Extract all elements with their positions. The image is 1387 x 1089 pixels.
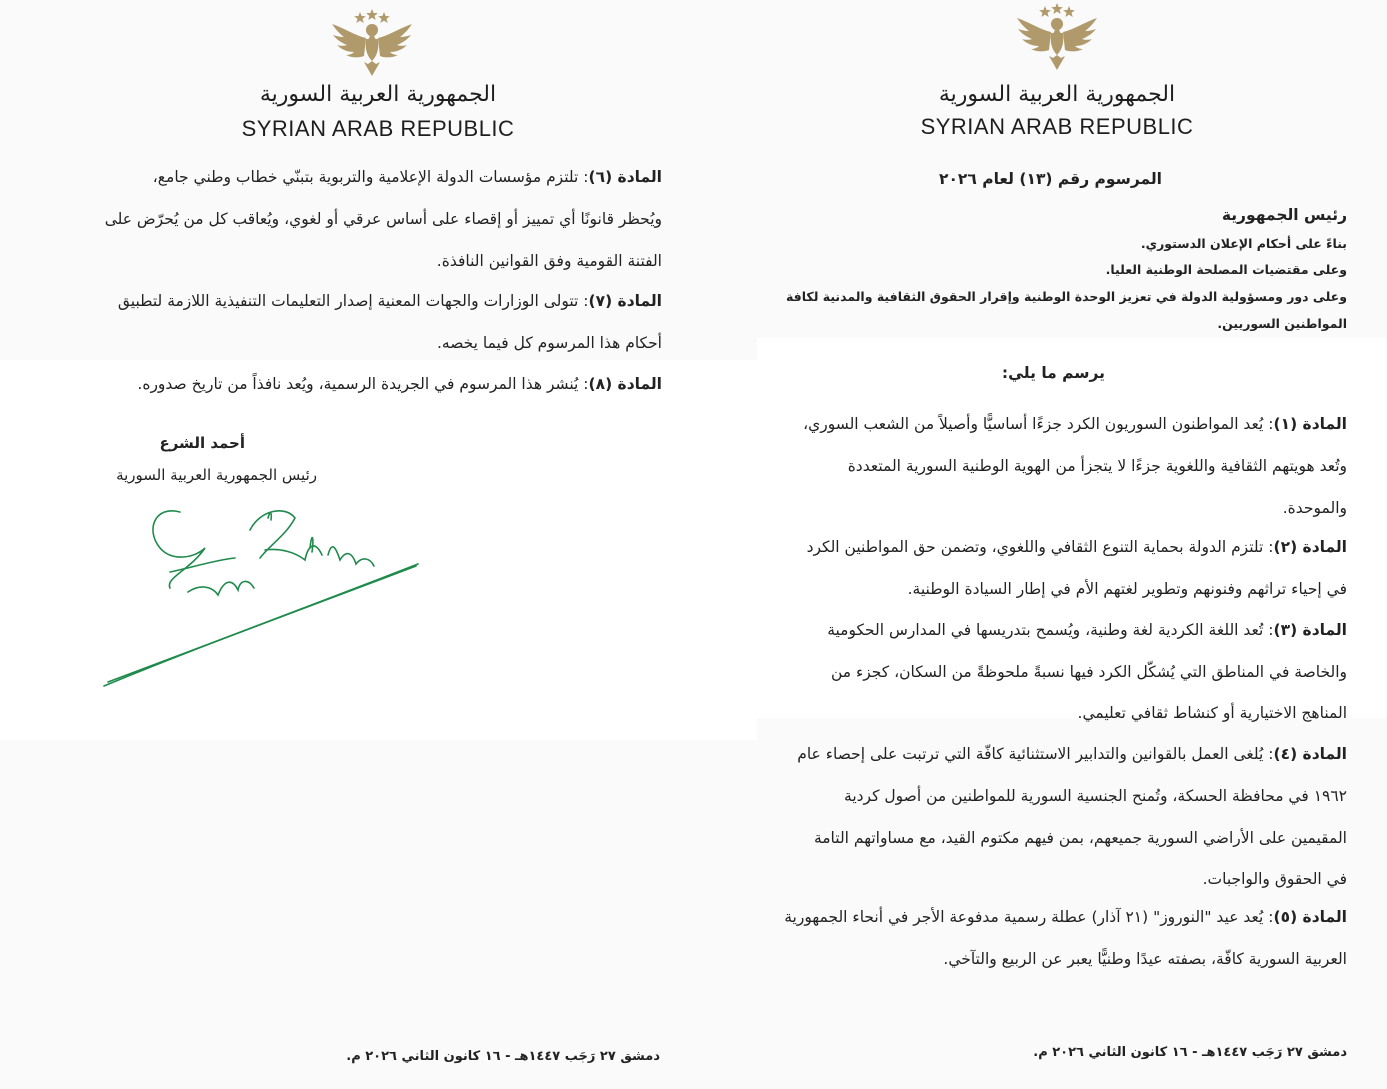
article-7-line-2: أحكام هذا المرسوم كل فيما يخصه.	[436, 334, 662, 352]
republic-name-english: SYRIAN ARAB REPUBLIC	[241, 116, 515, 141]
article-4-line-1: المادة (٤): يُلغى العمل بالقوانين والتدابير الاستثنائية كافّة التي ترتبت على إحصاء عام	[797, 745, 1347, 763]
preamble-line-2: وعلى مقتضيات المصلحة الوطنية العليا.	[1105, 262, 1347, 277]
article-3-line-1: المادة (٣): تُعد اللغة الكردية لغة وطنية، ويُسمح بتدريسها في المدارس الحكومية	[827, 621, 1347, 639]
decree-title: المرسوم رقم (١٣) لعام ٢٠٢٦	[939, 170, 1162, 188]
article-4-line-3: المقيمين على الأراضي السورية جميعهم، بمن فيهم مكتوم القيد، مع مساواتهم التامة	[813, 829, 1347, 847]
article-2-line-2: في إحياء تراثهم وفنونهم وتطوير لغتهم الأم في إطار السيادة الوطنية.	[907, 580, 1347, 598]
article-8-line-1: المادة (٨): يُنشر هذا المرسوم في الجريدة الرسمية، ويُعد نافذاً من تاريخ صدوره.	[137, 375, 662, 393]
article-label: المادة (٥)	[1273, 908, 1347, 926]
president-heading: رئيس الجمهورية	[1221, 206, 1347, 224]
article-label: المادة (٨)	[588, 375, 662, 393]
article-label: المادة (٦)	[588, 168, 662, 186]
article-5-line-2: العربية السورية كافّة، بصفته عيدًا وطنيًّا يعبر عن الربيع والتآخي.	[943, 950, 1347, 968]
signature	[100, 500, 430, 694]
article-label: المادة (٤)	[1273, 745, 1347, 763]
article-1-line-2: وتُعد هويتهم الثقافية واللغوية جزءًا لا يتجزأ من الهوية الوطنية السورية المتعددة	[847, 457, 1347, 475]
preamble-line-4: المواطنين السوريين.	[1217, 316, 1347, 331]
article-2-line-1: المادة (٢): تلتزم الدولة بحماية التنوع الثقافي واللغوي، وتضمن حق المواطنين الكرد	[806, 538, 1347, 556]
date-line: دمشق ٢٧ رَجَب ١٤٤٧هـ - ١٦ كانون الثاني ٢٠٢٦ م.	[346, 1049, 660, 1064]
article-1-line-1: المادة (١): يُعد المواطنون السوريون الكرد جزءًا أساسيًّا وأصيلاً من الشعب السوري،	[803, 415, 1347, 433]
signatory-title: رئيس الجمهورية العربية السورية	[116, 466, 317, 484]
article-1-line-3: والموحدة.	[1282, 499, 1347, 517]
article-label: المادة (١)	[1273, 415, 1347, 433]
article-6-line-1: المادة (٦): تلتزم مؤسسات الدولة الإعلامية والتربوية بتبنّي خطاب وطني جامع،	[152, 168, 662, 186]
decrees-heading: يرسم ما يلي:	[1001, 364, 1105, 382]
signatory-name: أحمد الشرع	[159, 434, 245, 452]
eagle-emblem-icon	[330, 8, 414, 78]
article-4-line-4: في الحقوق والواجبات.	[1202, 870, 1347, 888]
article-label: المادة (٧)	[588, 292, 662, 310]
article-4-line-2: ١٩٦٢ في محافظة الحسكة، وتُمنح الجنسية السورية للمواطنين من أصول كردية	[844, 787, 1347, 805]
article-7-line-1: المادة (٧): تتولى الوزارات والجهات المعنية إصدار التعليمات التنفيذية اللازمة لتطبيق	[117, 292, 662, 310]
article-6-line-2: ويُحظر قانونًا أي تمييز أو إقصاء على أساس عرقي أو لغوي، ويُعاقب كل من يُحرّض على	[104, 210, 662, 228]
republic-name-arabic: الجمهورية العربية السورية	[938, 82, 1176, 107]
article-6-line-3: الفتنة القومية وفق القوانين النافذة.	[436, 252, 662, 270]
preamble-line-1: بناءً على أحكام الإعلان الدستوري.	[1140, 236, 1347, 251]
article-5-line-1: المادة (٥): يُعد عيد "النوروز" (٢١ آذار) عطلة رسمية مدفوعة الأجر في أنحاء الجمهورية	[784, 908, 1347, 926]
right-page	[757, 0, 1387, 1089]
date-line: دمشق ٢٧ رَجَب ١٤٤٧هـ - ١٦ كانون الثاني ٢٠٢٦ م.	[1033, 1045, 1347, 1060]
article-3-line-2: والخاصة في المناطق التي يُشكّل الكرد فيها نسبةً ملحوظةً من السكان، كجزء من	[830, 663, 1347, 681]
republic-name-arabic: الجمهورية العربية السورية	[259, 82, 497, 107]
article-3-line-3: المناهج الاختيارية أو كنشاط ثقافي تعليمي.	[1077, 704, 1347, 722]
republic-name-english: SYRIAN ARAB REPUBLIC	[920, 114, 1194, 139]
article-label: المادة (٣)	[1273, 621, 1347, 639]
eagle-emblem-icon	[1015, 2, 1099, 72]
preamble-line-3: وعلى دور ومسؤولية الدولة في تعزيز الوحدة الوطنية وإقرار الحقوق الثقافية والمدنية لكافة	[785, 289, 1347, 304]
article-label: المادة (٢)	[1273, 538, 1347, 556]
